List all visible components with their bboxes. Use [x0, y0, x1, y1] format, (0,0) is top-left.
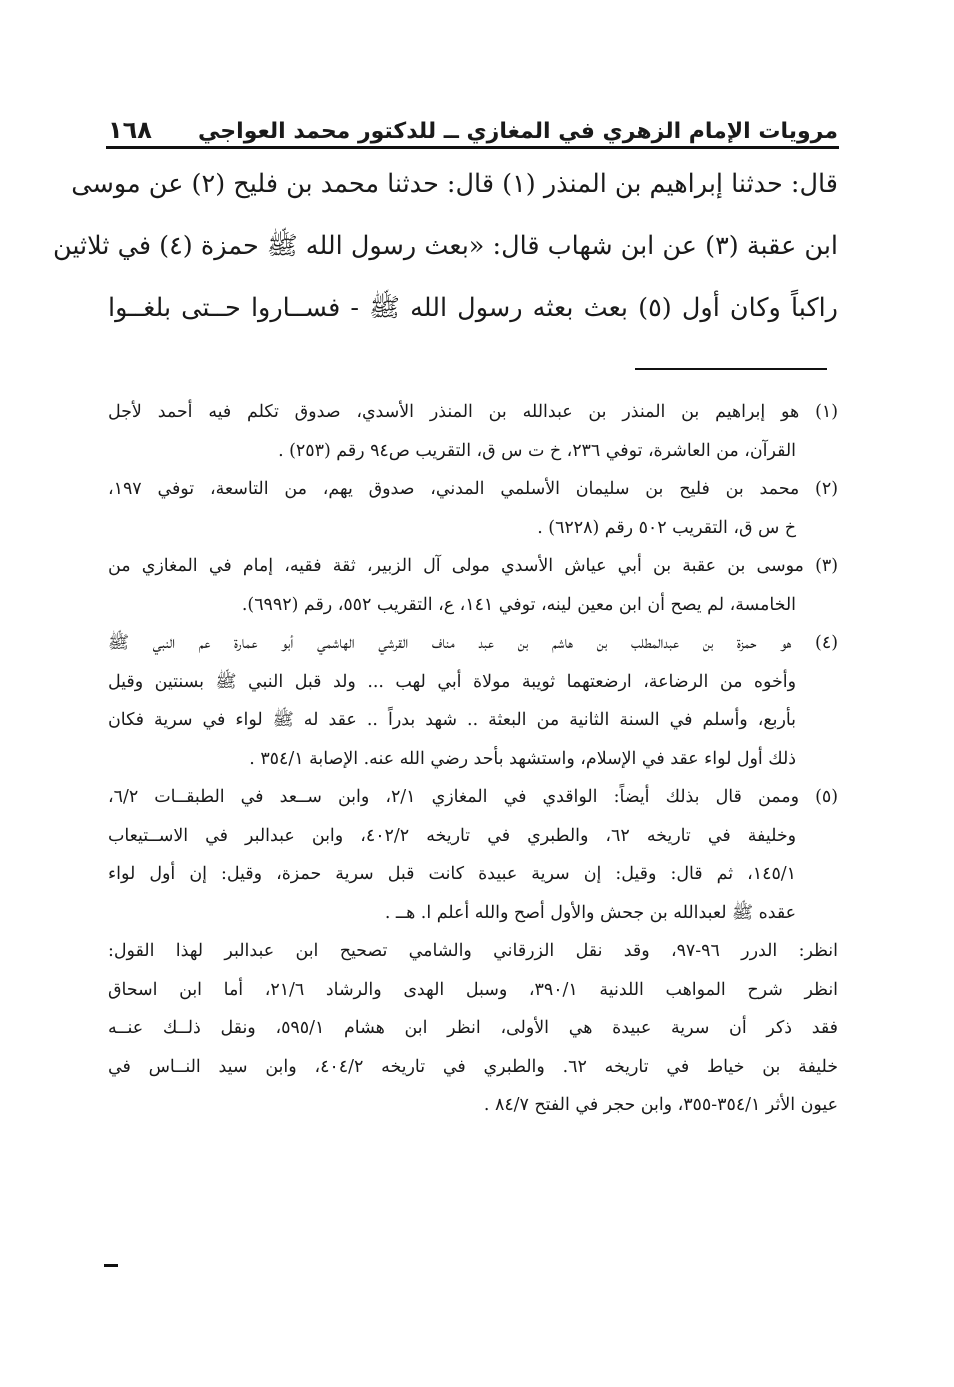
footnote-line: وأخوه من الرضاعة، ارضعتهما ثويبة مولاة أبي لهب ... ولد قبل النبي ﷺ بسنتين وقيل [108, 671, 796, 692]
footnote-line: خليفة بن خياط في تاريخه ٦٢. والطبري في تاريخه ٤٠٤/٢، وابن سيد النــاس في [108, 1056, 838, 1077]
footnote-line: خ س ق، التقريب ٥٠٢ رقم (٦٢٢٨) . [537, 517, 796, 538]
running-header [108, 108, 838, 144]
main-text [52, 153, 838, 339]
footnotes [108, 393, 838, 1125]
footnote-5 [108, 778, 838, 932]
footnote-2 [108, 470, 838, 547]
footnote-line: انظر شرح المواهب اللدنية ٣٩٠/١، وسبل الهدى والرشاد ٢١/٦، أما ابن اسحاق [108, 979, 838, 1000]
footnote-line: (٤) هو حمزة بن عبدالمطلب بن هاشم بن عبد مناف القرشي الهاشمي أبو عمارة عم النبي ﷺ [108, 633, 838, 653]
main-text-line: راكباً وكان أول (٥) بعث بعثه رسول الله ﷺ - فســاروا حــتى بلغــوا [108, 293, 838, 323]
main-text-line: ابن عقبة (٣) عن ابن شهاب قال: «بعث رسول الله ﷺ حمزة (٤) في ثلاثين [52, 231, 838, 261]
footnote-line: (٥) وممن قال بذلك أيضاً: الواقدي في المغازي ٢/١، وابن ســعد في الطبقــات ٦/٢، [108, 787, 838, 807]
page-number: ١٦٨ [108, 116, 152, 144]
footnote-line: ١٤٥/١، ثم قال: وقيل: إن سرية عبيدة كانت قبل سرية حمزة، وقيل: إن أول لواء [108, 864, 796, 884]
continuation-mark [104, 1264, 118, 1267]
footnote-3 [108, 547, 838, 624]
footnote-line: ذلك أول لواء عقد في الإسلام، واستشهد بأحد رضي الله عنه. الإصابة ٣٥٤/١ . [249, 748, 796, 769]
footnote-line: عيون الأثر ٣٥٤/١-٣٥٥، وابن حجر في الفتح ٨٤/٧ . [483, 1095, 838, 1115]
footnote-line: وخليفة في تاريخه ٦٢، والطبري في تاريخه ٤٠٢/٢، وابن عبدالبر في الاســتيعاب [108, 825, 796, 846]
main-text-line: قال: حدثنا إبراهيم بن المنذر (١) قال: حدثنا محمد بن فليح (٢) عن موسى [71, 169, 838, 199]
footnote-separator [635, 368, 827, 370]
footnote-line: بأربع، وأسلم في السنة الثانية من البعثة .. شهد بدراً .. عقد له ﷺ لواء في سرية فكان [108, 710, 796, 730]
footnote-line: عقده ﷺ لعبدالله بن جحش والأول أصح والله أعلم ا. هــ . [384, 902, 796, 923]
footnote-4 [108, 624, 838, 778]
header-title: مرويات الإمام الزهري في المغازي ــ للدكتور محمد العواجي [198, 119, 838, 144]
footnote-line: القرآن، من العاشرة، توفي ٢٣٦، خ ت س ق، التقريب ص٩٤ رقم (٢٥٣) . [278, 440, 796, 461]
footnote-line: (٣) موسى بن عقبة بن أبي عياش الأسدي مولى آل الزبير، ثقة فقيه، إمام في المغازي من [108, 556, 838, 576]
footnote-line: الخامسة، لم يصح أن ابن معين لينه، توفي ١٤١، ع، التقريب ٥٥٢، رقم (٦٩٩٢). [241, 594, 796, 615]
footnote-line: فقد ذكر أن سرية عبيدة هي الأولى، انظر ابن هشام ٥٩٥/١، ونقل ذلــك عنــه [108, 1018, 838, 1038]
header-rule [106, 146, 839, 149]
footnote-5-continued [108, 932, 838, 1125]
footnote-line: (٢) محمد بن فليح بن سليمان الأسلمي المدني، صدوق يهم، من التاسعة، توفي ١٩٧، [108, 479, 838, 499]
footnote-line: انظر: الدرر ٩٦-٩٧، وقد نقل الزرقاني والشامي تصحيح ابن عبدالبر لهذا القول: [108, 941, 838, 961]
footnote-line: (١) هو إبراهيم بن المنذر بن عبدالله بن المنذر الأسدي، صدوق تكلم فيه أحمد لأجل [108, 402, 838, 422]
footnote-1 [108, 393, 838, 470]
